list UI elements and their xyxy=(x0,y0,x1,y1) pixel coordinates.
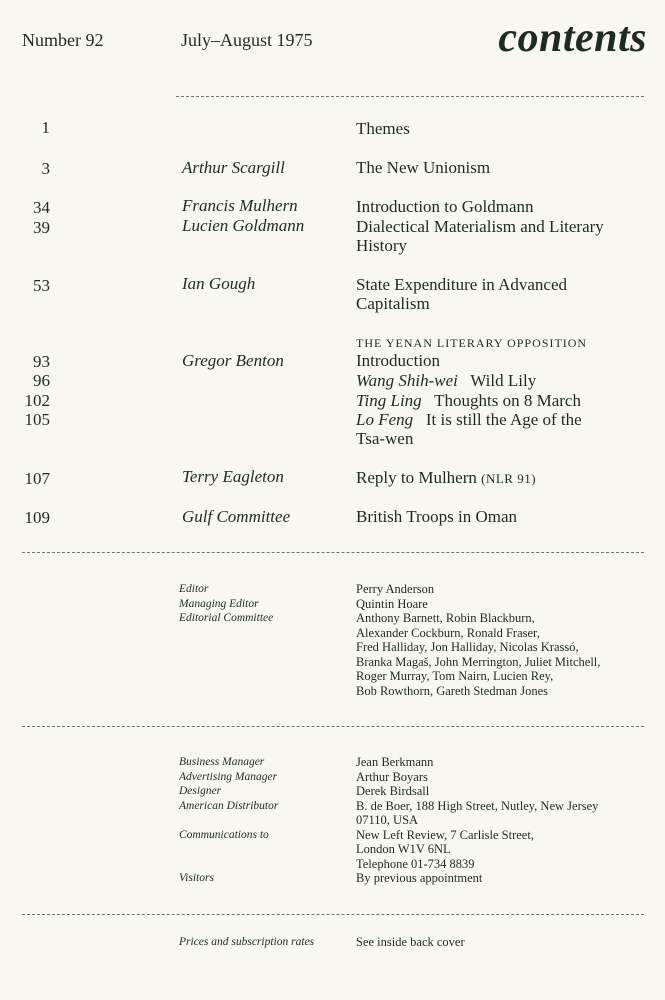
staff-line: Anthony Barnett, Robin Blackburn, xyxy=(356,611,535,625)
article-title-continued[interactable]: Capitalism xyxy=(356,294,430,313)
role-label: Editor xyxy=(179,583,209,595)
article-author: Arthur Scargill xyxy=(182,158,285,177)
article-author: Terry Eagleton xyxy=(182,467,284,486)
role-label: Managing Editor xyxy=(179,597,259,610)
page-number: 3 xyxy=(41,159,50,178)
page-number: 1 xyxy=(41,118,50,137)
staff-line: Quintin Hoare xyxy=(356,596,428,611)
article-title[interactable]: The New Unionism xyxy=(356,158,491,177)
page-number: 53 xyxy=(33,276,50,295)
article-entry[interactable] xyxy=(356,410,582,429)
role-label: Editorial Committee xyxy=(179,612,274,624)
article-title[interactable]: State Expenditure in Advanced xyxy=(356,275,568,294)
footer-value: See inside back cover xyxy=(356,935,465,949)
entry-title: Reply to Mulhern xyxy=(356,468,477,487)
staff-line: Branka Magaš, John Merrington, Juliet Mitchell, xyxy=(356,654,601,669)
article-title-continued[interactable]: History xyxy=(356,236,407,255)
divider xyxy=(22,914,644,915)
article-author: Lucien Goldmann xyxy=(182,216,305,235)
role-label: Advertising Manager xyxy=(179,770,278,783)
divider xyxy=(22,726,644,727)
article-entry[interactable] xyxy=(356,391,581,410)
business-line: London W1V 6NL xyxy=(356,842,451,856)
role-label: Visitors xyxy=(179,872,214,884)
divider xyxy=(22,552,644,553)
page-number: 107 xyxy=(24,469,50,488)
article-author: Gregor Benton xyxy=(182,351,284,370)
page-number: 102 xyxy=(24,391,50,410)
business-line: By previous appointment xyxy=(356,871,483,885)
business-line: New Left Review, 7 Carlisle Street, xyxy=(356,827,534,842)
role-label: Designer xyxy=(179,785,222,797)
article-author: Ian Gough xyxy=(182,274,256,293)
entry-ref: (NLR 91) xyxy=(481,471,537,486)
role-label: American Distributor xyxy=(179,799,279,812)
business-line: 07110, USA xyxy=(356,813,419,827)
article-entry[interactable] xyxy=(356,468,536,488)
entry-author: Lo Feng xyxy=(356,410,414,429)
staff-line: Perry Anderson xyxy=(356,582,435,596)
role-label: Business Manager xyxy=(179,756,265,768)
page-number: 105 xyxy=(24,410,50,429)
business-line: Telephone 01-734 8839 xyxy=(356,856,475,871)
staff-line: Bob Rowthorn, Gareth Stedman Jones xyxy=(356,683,548,698)
article-title[interactable]: Introduction xyxy=(356,351,441,370)
staff-line: Alexander Cockburn, Ronald Fraser, xyxy=(356,625,540,640)
business-line: Jean Berkmann xyxy=(356,755,434,769)
contents-heading: contents xyxy=(498,15,647,61)
entry-title: It is still the Age of the xyxy=(425,410,582,429)
page-number: 93 xyxy=(33,352,50,371)
article-title[interactable]: Introduction to Goldmann xyxy=(356,197,534,216)
entry-title: Wild Lily xyxy=(470,371,537,390)
page-number: 96 xyxy=(33,371,50,390)
article-title-continued[interactable]: Tsa-wen xyxy=(356,429,414,448)
staff-line: Roger Murray, Tom Nairn, Lucien Rey, xyxy=(356,669,554,683)
business-line: B. de Boer, 188 High Street, Nutley, New Jersey xyxy=(356,798,599,813)
business-line: Arthur Boyars xyxy=(356,769,428,784)
divider xyxy=(176,96,644,97)
section-heading: THE YENAN LITERARY OPPOSITION xyxy=(356,336,588,350)
article-title[interactable]: British Troops in Oman xyxy=(356,507,518,526)
business-line: Derek Birdsall xyxy=(356,784,430,798)
article-title[interactable]: Dialectical Materialism and Literary xyxy=(356,217,604,236)
article-title[interactable]: Themes xyxy=(356,119,410,138)
page-number: 39 xyxy=(33,218,50,237)
staff-line: Fred Halliday, Jon Halliday, Nicolas Krassó, xyxy=(356,640,579,654)
entry-author: Ting Ling xyxy=(356,391,422,410)
page-number: 34 xyxy=(33,198,50,217)
footer-label: Prices and subscription rates xyxy=(179,936,315,948)
issue-number: Number 92 xyxy=(22,30,104,50)
issue-date: July–August 1975 xyxy=(181,30,313,50)
page-number: 109 xyxy=(24,508,50,527)
entry-author: Wang Shih-wei xyxy=(356,371,458,390)
article-author: Francis Mulhern xyxy=(182,196,298,215)
article-author: Gulf Committee xyxy=(182,507,291,526)
role-label: Communications to xyxy=(179,828,269,841)
entry-title: Thoughts on 8 March xyxy=(434,391,581,410)
article-entry[interactable] xyxy=(356,371,536,390)
